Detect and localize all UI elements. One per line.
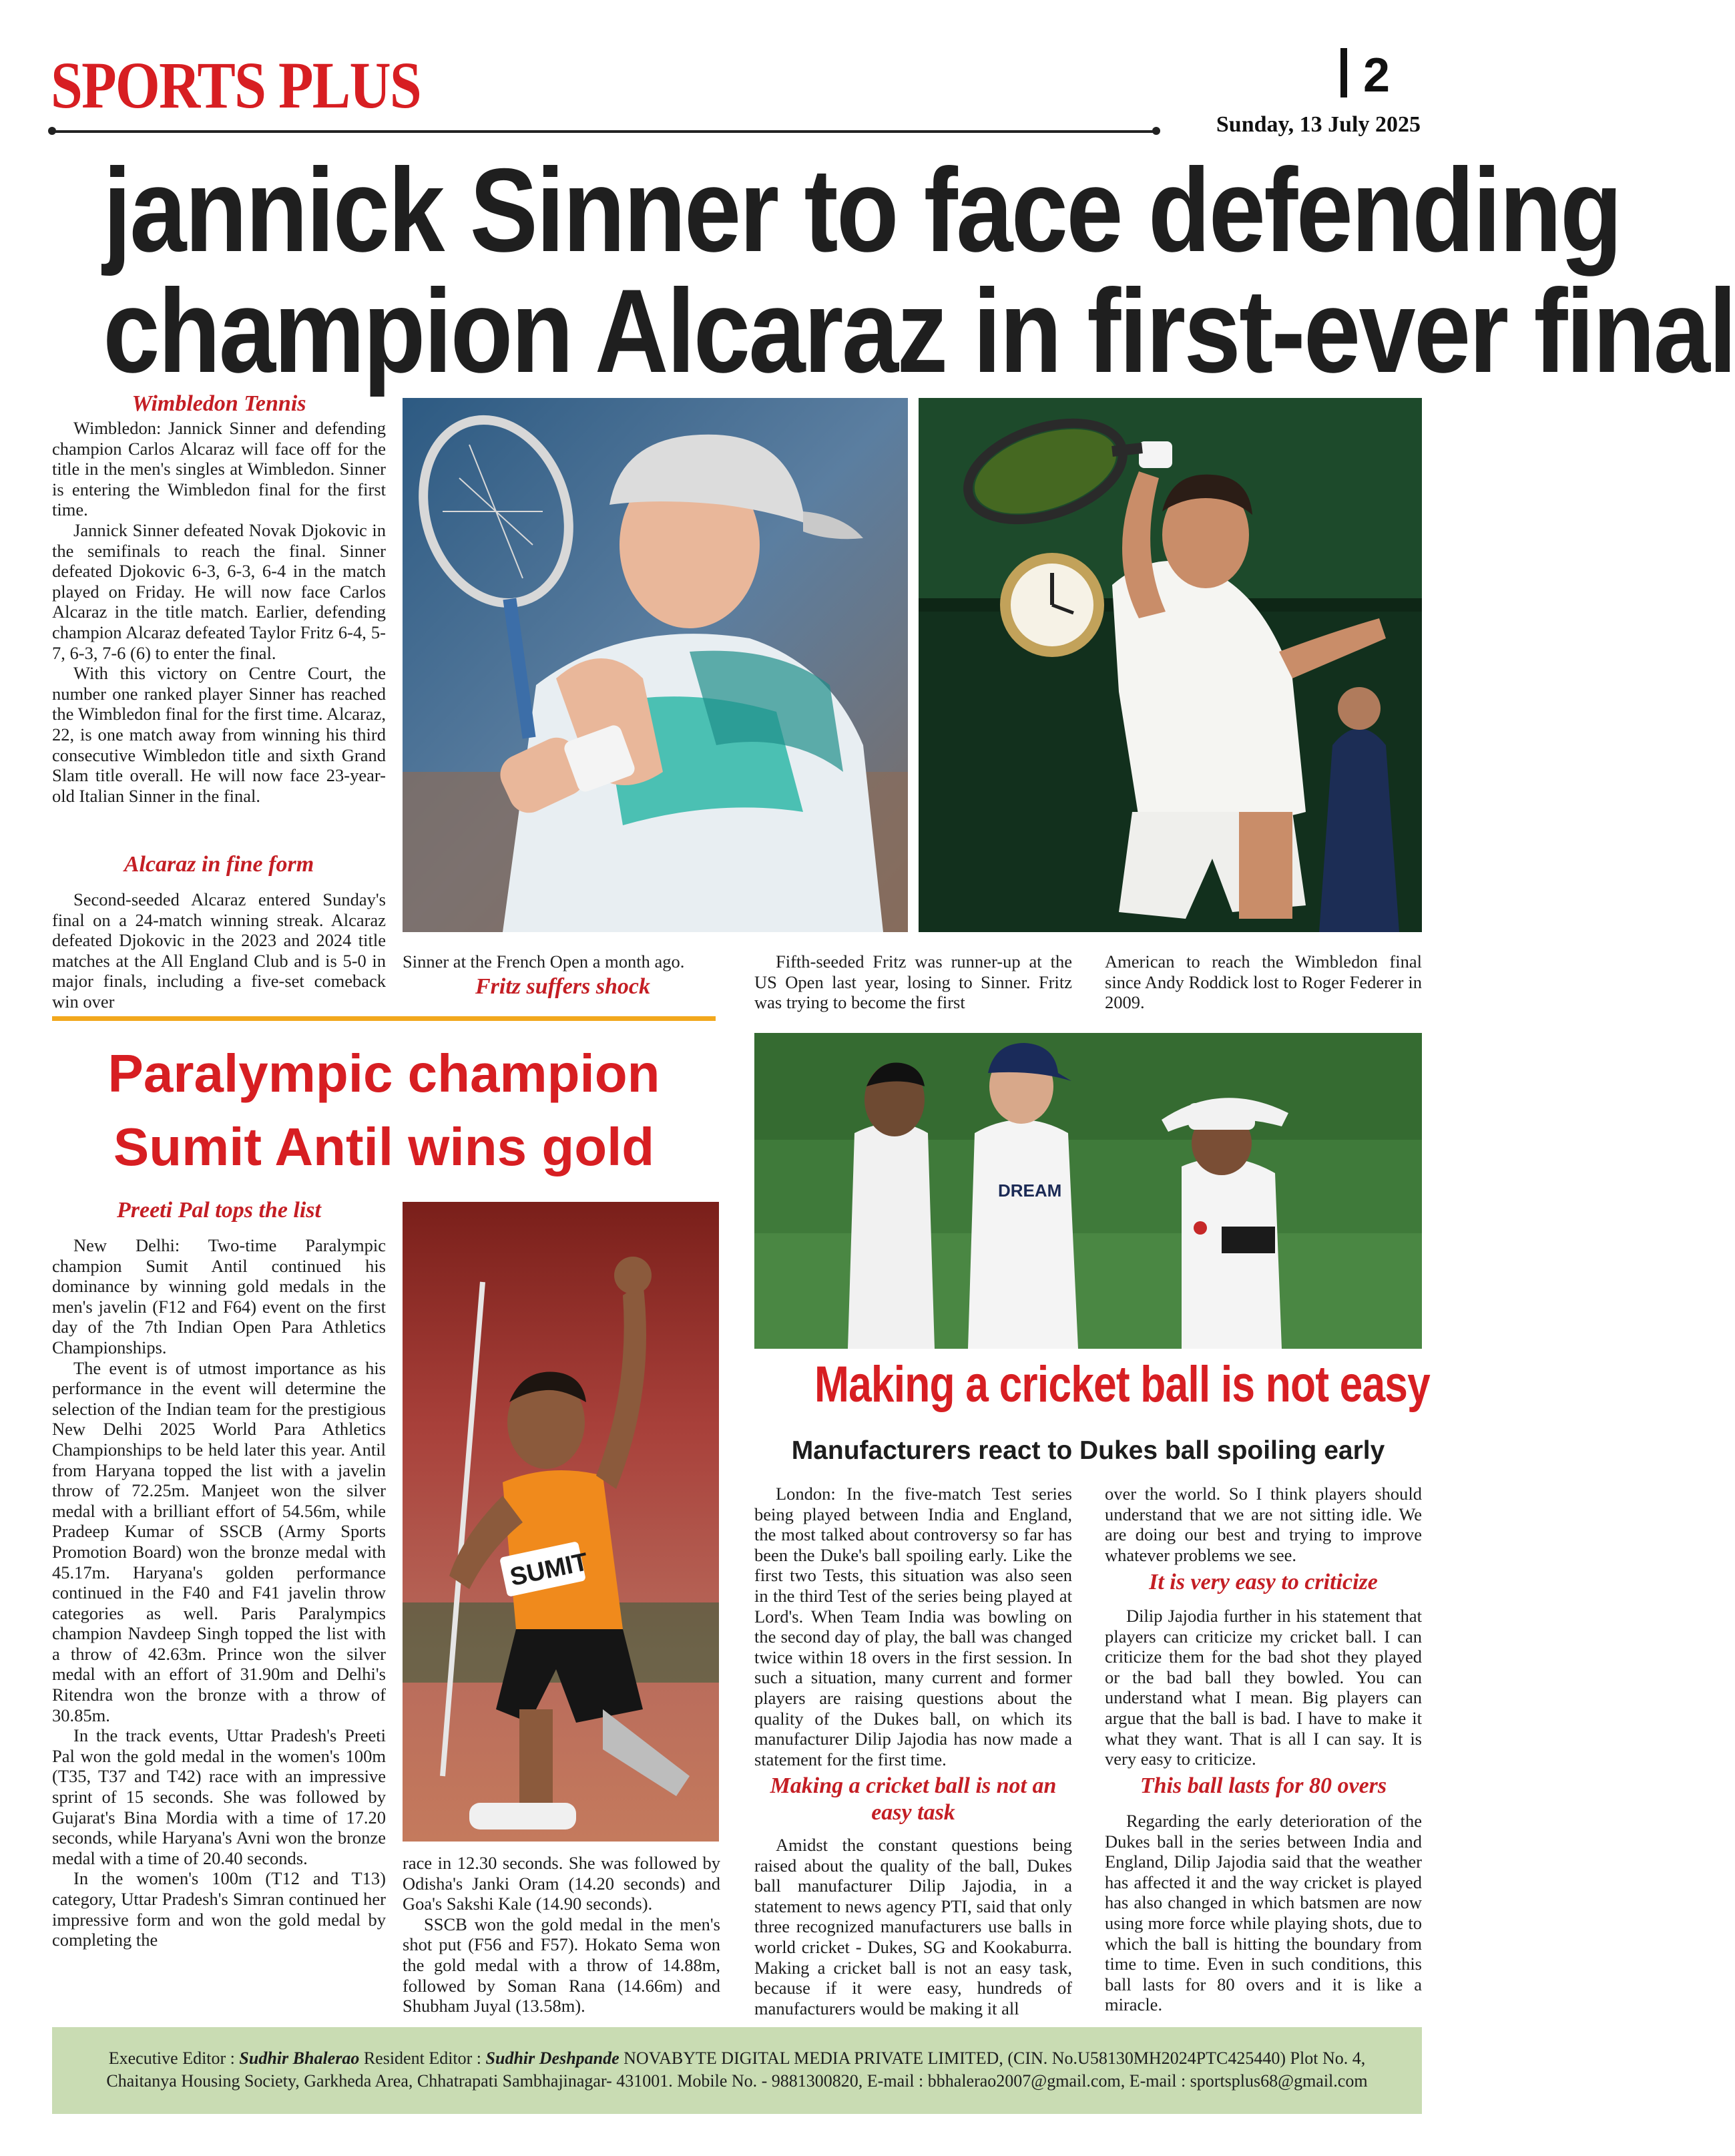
imprint-footer xyxy=(52,2027,1422,2114)
para-col2 xyxy=(403,1853,720,2016)
cricket-photo xyxy=(754,1033,1422,1349)
cricket-paragraph: Regarding the early deterioration of the Dukes ball in the series between India and England, Dilip Jajodia said that the weather has affected it and the way cricket is played has also changed in which batsmen are now using more force while playing shots, due to which the ball is hitting the boundary from time to time. Even in such conditions, this ball lasts for 80 overs and it is like a miracle. xyxy=(1105,1811,1422,2015)
lead-col4-text xyxy=(1105,951,1422,1013)
imprint-line2: Chaitanya Housing Society, Garkheda Area, Chhatrapati Sambhajinagar- 431001. Mobile No. - 9881300820, E-mail : bbhalerao2007@gmail.com, E-mail : sportsplus68@gmail.com xyxy=(106,2071,1368,2091)
lead-kicker: Wimbledon Tennis xyxy=(132,391,306,416)
para-paragraph: In the track events, Uttar Pradesh's Preeti Pal won the gold medal in the women's 100m (T35, T37 and T42) race with an impressive sprint of 15 seconds. She was followed by Gujarat's Bina Mordia with a time of 17.20 seconds, while Haryana's Avni won the bronze medal with a time of 20.40 seconds. xyxy=(52,1725,386,1868)
lead-col3-text xyxy=(754,951,1072,1013)
cricket-paragraph: over the world. So I think players should understand that we are not sitting idle. We are doing our best and trying to improve whatever problems we see. xyxy=(1105,1484,1422,1565)
subhead-criticize: It is very easy to criticize xyxy=(1149,1570,1378,1594)
bib-number-text: SUMIT xyxy=(507,1548,591,1592)
page-number-bar xyxy=(1340,48,1347,97)
overs-body xyxy=(1105,1811,1422,2015)
lead-headline-line1: jannick Sinner to face defending xyxy=(103,144,1621,276)
col2-paragraph: Sinner at the French Open a month ago. xyxy=(403,951,685,972)
para-paragraph: In the women's 100m (T12 and T13) category, Uttar Pradesh's Simran continued her impressive form and won the gold medal by completing the xyxy=(52,1868,386,1950)
imprint-line1 xyxy=(52,2047,1422,2070)
exec-name: Sudhir Bhalerao xyxy=(239,2049,360,2068)
subhead-80-overs: This ball lasts for 80 overs xyxy=(1140,1773,1387,1798)
subhead-easy-task: Making a cricket ball is not an easy task xyxy=(770,1773,1057,1825)
sumit-photo xyxy=(403,1202,719,1842)
alcaraz-illustration xyxy=(919,398,1422,932)
para-headline-line1: Paralympic champion xyxy=(107,1044,660,1103)
para-paragraph: The event is of utmost importance as his performance in the event will determine the selection of the Indian team for the prestigious New Delhi 2025 World Para Athletics Championships to be held later this year. Antil from Haryana topped the list with a javelin throw of 72.25m. Manjeet won the silver medal with a brilliant effort of 54.56m, while Pradeep Kumar of SSCB (Army Sports Promotion Board) won the bronze medal with 45.17m. Haryana's golden performance continued in the F40 and F41 javelin throw categories as well. Paris Paralympics champion Navdeep Singh topped the list with a throw of 42.63m. Prince won the silver medal with an effort of 31.90m and Delhi's Ritendra won the bronze with a throw of 30.85m. xyxy=(52,1357,386,1725)
para-kicker: Preeti Pal tops the list xyxy=(117,1198,321,1223)
cricket-paragraph: Amidst the constant questions being raised about the quality of the ball, Dukes ball manufacturer Dilip Jajodia, in a statement to news agency PTI, said that only three recognized manufacturers use balls in world cricket - Dukes, SG and Kookaburra. Making a cricket ball is not an easy task, because if it were easy, hundreds of manufacturers would be making it all xyxy=(754,1835,1072,2018)
form-paragraph: Second-seeded Alcaraz entered Sunday's final on a 24-match winning streak. Alcaraz defeated Djokovic in the 2023 and 2024 title matches at the All England Club and is 5-0 in major finals, including a five-set comeback win over xyxy=(52,889,386,1012)
lead-headline-line2: champion Alcaraz in first-ever final xyxy=(103,264,1735,397)
lead-paragraph: Jannick Sinner defeated Novak Djokovic in the semifinals to reach the final. Sinner defeated Djokovic 6-3, 6-3, 6-4 in the match played on Friday. He will now face Carlos Alcaraz in the title match. Earlier, defending champion Alcaraz defeated Taylor Fritz 6-4, 5-7, 6-3, 7-6 (6) to enter the final. xyxy=(52,519,386,663)
company-details: NOVABYTE DIGITAL MEDIA PRIVATE LIMITED, (CIN. No.U58130MH2024PTC425440) Plot No. 4, xyxy=(624,2049,1366,2068)
para-headline-line2: Sumit Antil wins gold xyxy=(113,1117,655,1176)
cricket-paragraph: Dilip Jajodia further in his statement that players can criticize my cricket ball. I can criticize them for the bad shot they played or the bad ball they bowled. You can understand what I mean. Big players can argue that the ball is bad. I have to make it what they want. That is all I can say. It is very easy to criticize. xyxy=(1105,1606,1422,1769)
cricket-col2 xyxy=(1105,1484,1422,1565)
rule-dot-right xyxy=(1152,127,1160,135)
cricket-col1 xyxy=(754,1484,1072,1769)
sumit-illustration xyxy=(403,1202,719,1842)
lead-paragraph: With this victory on Centre Court, the number one ranked player Sinner has reached the Wimbledon final for the first time. Alcaraz, 22, is one match away from winning his third consecutive Wimbledon title and sixth Grand Slam title overall. He will now face 23-year-old Italian Sinner in the final. xyxy=(52,663,386,806)
para-paragraph: New Delhi: Two-time Paralympic champion Sumit Antil continued his dominance by winning gold medals in the men's javelin (F12 and F64) event on the first day of the 7th Indian Open Para Athletics Championships. xyxy=(52,1235,386,1357)
exec-label: Executive Editor : xyxy=(108,2049,235,2068)
sinner-photo xyxy=(403,398,908,932)
lead-col2-text xyxy=(403,951,723,972)
subhead-fritz: Fritz suffers shock xyxy=(475,974,650,999)
cricket-illustration xyxy=(754,1033,1422,1349)
cricket-subheadline: Manufacturers react to Dukes ball spoiling early xyxy=(791,1436,1385,1465)
sinner-illustration xyxy=(403,398,908,932)
lead-paragraph: Wimbledon: Jannick Sinner and defending champion Carlos Alcaraz will face off for the title in the men's singles at Wimbledon. Sinner is entering the Wimbledon final for the first time. xyxy=(52,418,386,520)
criticize-body xyxy=(1105,1606,1422,1769)
cricket-col1b xyxy=(754,1835,1072,2018)
res-name: Sudhir Deshpande xyxy=(485,2049,619,2068)
rule-dot-left xyxy=(48,127,56,135)
para-body xyxy=(52,1235,386,1950)
cricket-headline: Making a cricket ball is not easy xyxy=(814,1356,1430,1413)
masthead: SPORTS PLUS xyxy=(51,48,421,122)
cricket-paragraph: London: In the five-match Test series being played between India and England, the most talked about controversy so far has been the Duke's ball spoiling early. Like the first two Tests, this situation was also seen in the third Test of the series being played at Lord's. When Team India was bowling on the second day of play, the ball was changed twice within 18 overs in the first session. In such a situation, many current and former players are raising questions about the quality of the Dukes ball, on which its manufacturer Dilip Jajodia has now made a statement for the first time. xyxy=(754,1484,1072,1769)
jersey-text: DREAM xyxy=(998,1180,1062,1201)
section-divider xyxy=(52,1016,716,1021)
alcaraz-photo xyxy=(919,398,1422,932)
masthead-rule xyxy=(51,130,1156,133)
form-body xyxy=(52,889,386,1012)
page-number: 2 xyxy=(1363,49,1391,102)
para-col2-paragraph: race in 12.30 seconds. She was followed by Odisha's Janki Oram (14.20 seconds) and Goa's Sakshi Kale (14.90 seconds). xyxy=(403,1853,720,1914)
col4-paragraph: American to reach the Wimbledon final since Andy Roddick lost to Roger Federer in 2009. xyxy=(1105,951,1422,1013)
lead-body xyxy=(52,418,386,806)
para-col2-paragraph: SSCB won the gold medal in the men's shot put (F56 and F57). Hokato Sema won the gold medal with a throw of 14.88m, followed by Soman Rana (14.66m) and Shubham Juyal (13.58m). xyxy=(403,1914,720,2016)
subhead-alcaraz-form: Alcaraz in fine form xyxy=(123,852,314,877)
col3-paragraph: Fifth-seeded Fritz was runner-up at the US Open last year, losing to Sinner. Fritz was trying to become the first xyxy=(754,951,1072,1013)
res-label: Resident Editor : xyxy=(363,2049,482,2068)
issue-date: Sunday, 13 July 2025 xyxy=(1216,112,1421,137)
